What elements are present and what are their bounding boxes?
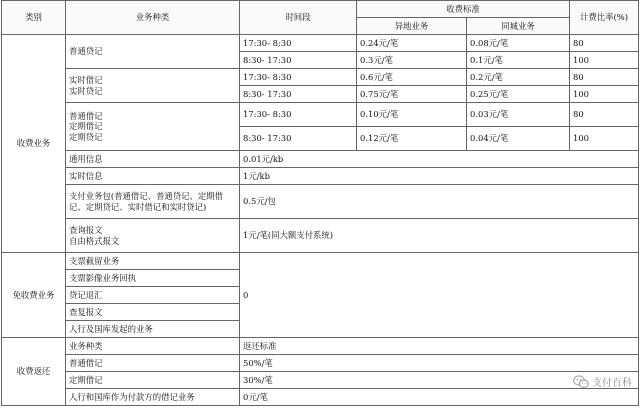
- watermark-text: 支付百科: [592, 378, 632, 389]
- remote-fee-cell: 0.6元/笔: [357, 69, 467, 86]
- fee-value-cell: 1元/kb: [240, 168, 639, 185]
- label-line: 定期借记: [69, 121, 103, 132]
- section-refund: 收费返还: [2, 338, 66, 406]
- label-line: 普通借记: [69, 111, 103, 122]
- remote-fee-cell: 0.10元/笔: [357, 103, 467, 127]
- time-cell: 17:30- 8:30: [240, 69, 357, 86]
- row-label: [66, 103, 240, 151]
- refund-header-type: 业务种类: [66, 338, 240, 355]
- local-fee-cell: 0.03元/笔: [467, 103, 570, 127]
- refund-value-cell: 0元/笔: [240, 389, 639, 406]
- row-label: 普通贷记: [66, 35, 240, 69]
- refund-header-std: 返还标准: [240, 338, 639, 355]
- local-fee-cell: 0.25元/笔: [467, 86, 570, 103]
- row-label: 普通借记: [66, 355, 240, 372]
- free-item: 贷记退汇: [66, 287, 240, 304]
- free-value-cell: 0: [240, 253, 639, 338]
- time-cell: 8:30- 17:30: [240, 86, 357, 103]
- local-fee-cell: 0.04元/笔: [467, 127, 570, 151]
- refund-value-cell: 30%/笔: [240, 372, 639, 389]
- section-charge: 收费业务: [2, 35, 66, 253]
- ratio-cell: 100: [570, 127, 639, 151]
- fee-value-cell: 0.01元/kb: [240, 151, 639, 168]
- header-category: 类别: [2, 1, 66, 35]
- time-cell: 8:30- 17:30: [240, 127, 357, 151]
- ratio-cell: 80: [570, 69, 639, 86]
- time-cell: 17:30- 8:30: [240, 103, 357, 127]
- label-line: 实时贷记: [69, 85, 103, 96]
- row-label: 实时信息: [66, 168, 240, 185]
- remote-fee-cell: 0.24元/笔: [357, 35, 467, 52]
- header-time-period: 时间段: [240, 1, 357, 35]
- fee-value-cell: 0.5元/包: [240, 185, 639, 219]
- free-item: 人行及国库发起的业务: [66, 321, 240, 338]
- label-line: 实时借记: [69, 75, 103, 86]
- local-fee-cell: 0.08元/笔: [467, 35, 570, 52]
- header-business-type: 业务种类: [66, 1, 240, 35]
- local-fee-cell: 0.1元/笔: [467, 52, 570, 69]
- remote-fee-cell: 0.3元/笔: [357, 52, 467, 69]
- ratio-cell: 100: [570, 52, 639, 69]
- header-local: 同城业务: [467, 18, 570, 35]
- section-free: 免收费业务: [2, 253, 66, 338]
- fee-value-cell: 1元/笔(同大额支付系统): [240, 219, 639, 253]
- label-line: 定期贷记: [69, 131, 103, 142]
- row-label: 通用信息: [66, 151, 240, 168]
- time-cell: 17:30- 8:30: [240, 35, 357, 52]
- header-fee-ratio: 计费比率(%): [570, 1, 639, 35]
- ratio-cell: 80: [570, 103, 639, 127]
- free-item: 支票截留业务: [66, 253, 240, 270]
- row-label: [66, 69, 240, 103]
- row-label: 支付业务包(普通借记、普通贷记、定期借记、定期贷记、实时借记和实时贷记): [66, 185, 240, 219]
- header-fee-standard: 收费标准: [357, 1, 570, 18]
- label-line: 自由格式报文: [69, 235, 120, 246]
- fee-table: [1, 0, 639, 406]
- row-label: 人行和国库作为付款方的借记业务: [66, 389, 240, 406]
- time-cell: 8:30- 17:30: [240, 52, 357, 69]
- header-remote: 异地业务: [357, 18, 467, 35]
- row-label: [66, 219, 240, 253]
- remote-fee-cell: 0.12元/笔: [357, 127, 467, 151]
- free-item: 查复报文: [66, 304, 240, 321]
- wechat-icon: [573, 375, 589, 389]
- label-line: 查询报文: [69, 225, 103, 236]
- refund-value-cell: 50%/笔: [240, 355, 639, 372]
- ratio-cell: 80: [570, 35, 639, 52]
- watermark: [573, 374, 632, 389]
- free-item: 支票影像业务回执: [66, 270, 240, 287]
- local-fee-cell: 0.2元/笔: [467, 69, 570, 86]
- remote-fee-cell: 0.75元/笔: [357, 86, 467, 103]
- ratio-cell: 100: [570, 86, 639, 103]
- row-label: 定期借记: [66, 372, 240, 389]
